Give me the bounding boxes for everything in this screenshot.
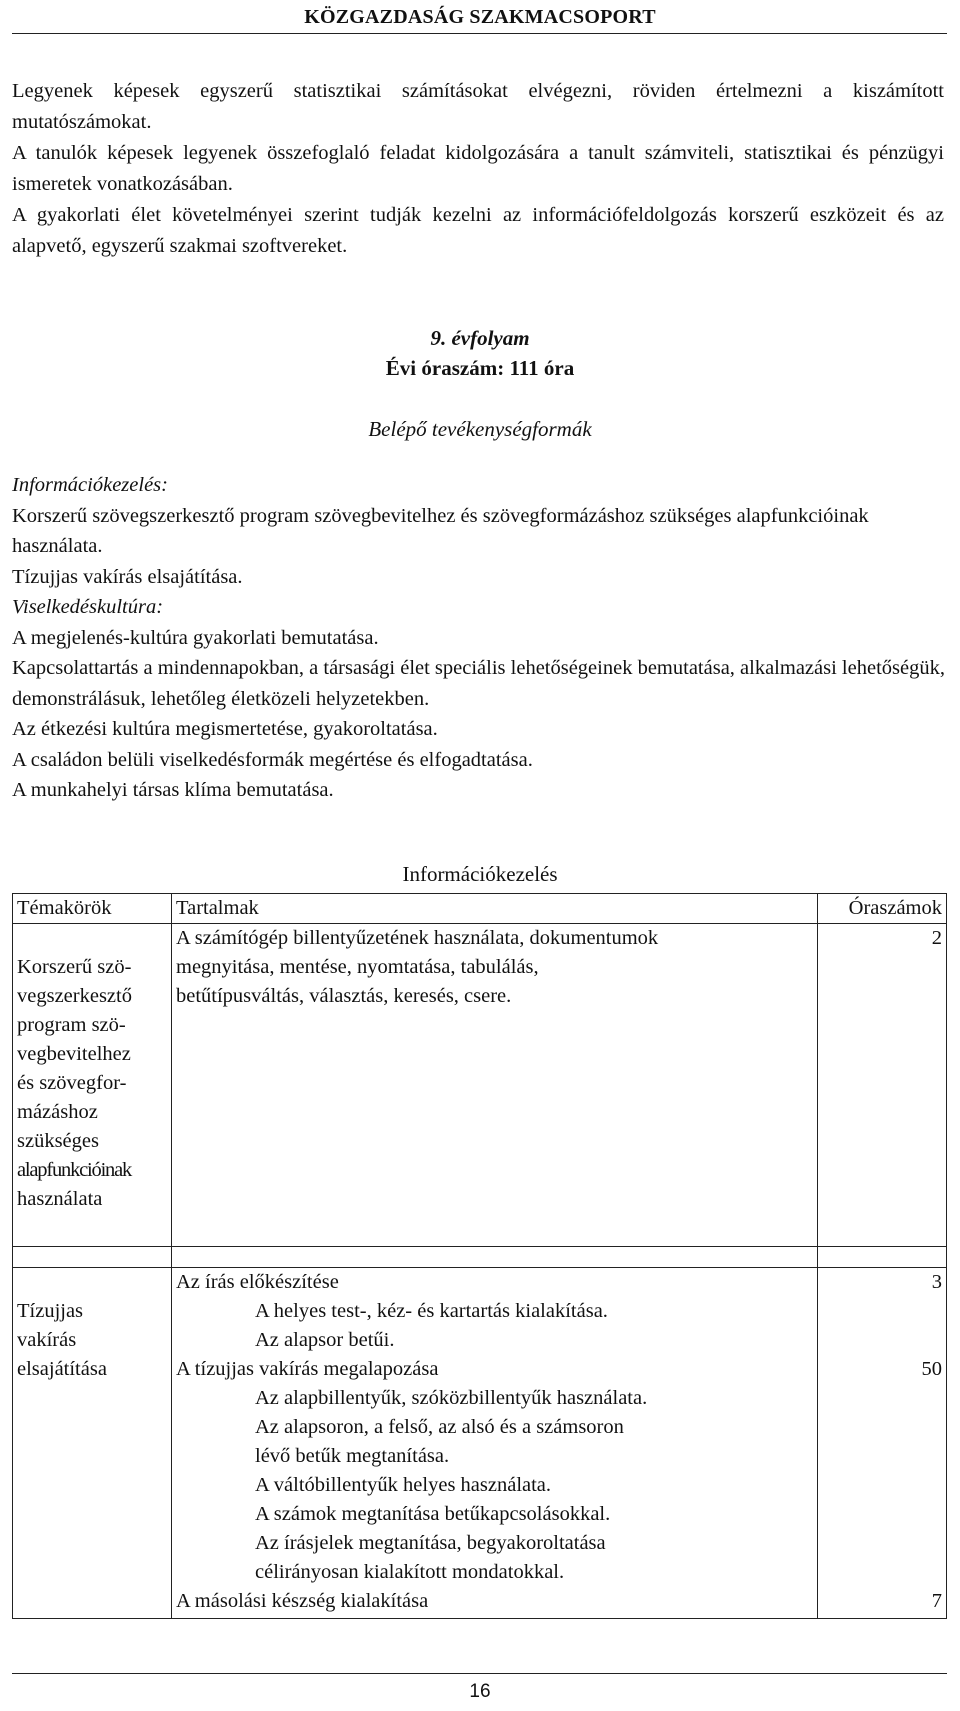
behavior-label: Viselkedéskultúra: (12, 596, 164, 618)
topic-line: vakírás (17, 1329, 77, 1351)
activity-line: Kapcsolattartás a mindennapokban, a társasági élet speciális lehetőségeinek bemutatása, alkalmazási lehetőségük, demonstrálásuk, lehetőleg életközeli helyzetekben. (12, 657, 945, 710)
content-line: megnyitása, mentése, nyomtatása, tabulálás, (176, 956, 539, 978)
page-header (0, 0, 960, 34)
activity-line: Az étkezési kultúra megismertetése, gyakoroltatása. (12, 718, 438, 740)
topic-cell (13, 924, 172, 1247)
intro-paragraph: A tanulók képesek legyenek összefoglaló feladat kidolgozására a tanult számviteli, statisztikai és pénzügyi ismeretek vonatkozásában. (12, 142, 944, 195)
topic-line: elsajátítása (17, 1358, 107, 1380)
hours-value: 2 (931, 927, 942, 949)
topic-line: program szö- (17, 1014, 126, 1036)
annual-hours-heading: Évi óraszám: 111 óra (385, 356, 575, 380)
topic-line: vegszerkesztő (17, 985, 132, 1007)
topic-line: használata (17, 1188, 103, 1210)
entry-activities-heading: Belépő tevékenységformák (368, 417, 592, 441)
content-line: Az alapsoron, a felső, az alsó és a számsoron (255, 1416, 624, 1438)
table-row (13, 1268, 947, 1619)
topic-cell (13, 1268, 172, 1619)
page-number: 16 (469, 1681, 491, 1702)
curriculum-table (12, 893, 947, 1619)
topic-line: vegbevitelhez (17, 1043, 131, 1065)
section-title: Az írás előkészítése (176, 1271, 339, 1293)
intro-paragraph: A gyakorlati élet követelményei szerint tudják kezelni az információfeldolgozás korszerű eszközeit és az alapvető, egyszerű szakmai szoftvereket. (12, 204, 944, 257)
hours-cell (818, 1268, 947, 1619)
hours-value: 50 (921, 1358, 942, 1380)
header-divider (12, 33, 947, 34)
content-line: Az írásjelek megtanítása, begyakoroltatása (255, 1532, 606, 1554)
topic-line: szükséges (17, 1130, 99, 1152)
topic-line: Korszerű szö- (17, 956, 132, 978)
content-line: Az alapsor betűi. (255, 1329, 395, 1351)
content-line: A helyes test-, kéz- és kartartás kialakítása. (255, 1300, 608, 1322)
table-row (13, 924, 947, 1247)
section-title: A tízujjas vakírás megalapozása (176, 1358, 439, 1380)
content-line: betűtípusváltás, választás, keresés, csere. (176, 985, 512, 1007)
activity-line: A munkahelyi társas klíma bemutatása. (12, 779, 334, 801)
intro-paragraph: Legyenek képesek egyszerű statisztikai számításokat elvégezni, röviden értelmezni a kiszámított mutatószámokat. (12, 80, 944, 133)
content-line: célirányosan kialakított mondatokkal. (255, 1561, 565, 1583)
intro-text (12, 76, 944, 262)
hours-value: 3 (931, 1271, 942, 1293)
activity-line: A családon belüli viselkedésformák megértése és elfogadtatása. (12, 748, 533, 771)
grade-heading: 9. évfolyam (430, 326, 530, 350)
info-label: Információkezelés: (12, 474, 168, 496)
content-line: lévő betűk megtanítása. (255, 1445, 450, 1467)
footer-divider (12, 1673, 947, 1674)
table-spacer-row (13, 1247, 947, 1268)
hours-cell (818, 924, 947, 1247)
content-cell (172, 1268, 818, 1619)
content-cell (172, 924, 818, 1247)
activity-line: A megjelenés-kultúra gyakorlati bemutatása. (12, 626, 379, 649)
activities-section (12, 470, 952, 806)
header-topics: Témakörök (13, 894, 172, 924)
activity-line: Korszerű szövegszerkesztő program szövegbevitelhez és szövegformázáshoz szükséges alapfunkcióinak használata. (12, 504, 869, 557)
header-title: KÖZGAZDASÁG SZAKMACSOPORT (304, 6, 656, 28)
content-line: Az alapbillentyűk, szóközbillentyűk használata. (255, 1387, 648, 1409)
topic-line: Tízujjas (17, 1300, 84, 1322)
hours-value: 7 (931, 1590, 942, 1612)
topic-line: és szövegfor- (17, 1072, 127, 1094)
table-header-row (13, 894, 947, 924)
section-title: A másolási készség kialakítása (176, 1590, 429, 1612)
content-line: A számítógép billentyűzetének használata, dokumentumok (176, 927, 659, 949)
header-hours: Óraszámok (818, 894, 947, 924)
content-line: A váltóbillentyűk helyes használata. (255, 1474, 552, 1496)
content-line: A számok megtanítása betűkapcsolásokkal. (255, 1503, 611, 1525)
header-contents: Tartalmak (172, 894, 818, 924)
topic-line: mázáshoz (17, 1101, 98, 1123)
activity-line: Tízujjas vakírás elsajátítása. (12, 565, 243, 588)
table-title: Információkezelés (402, 862, 558, 886)
topic-line: alapfunkcióinak (17, 1159, 132, 1181)
